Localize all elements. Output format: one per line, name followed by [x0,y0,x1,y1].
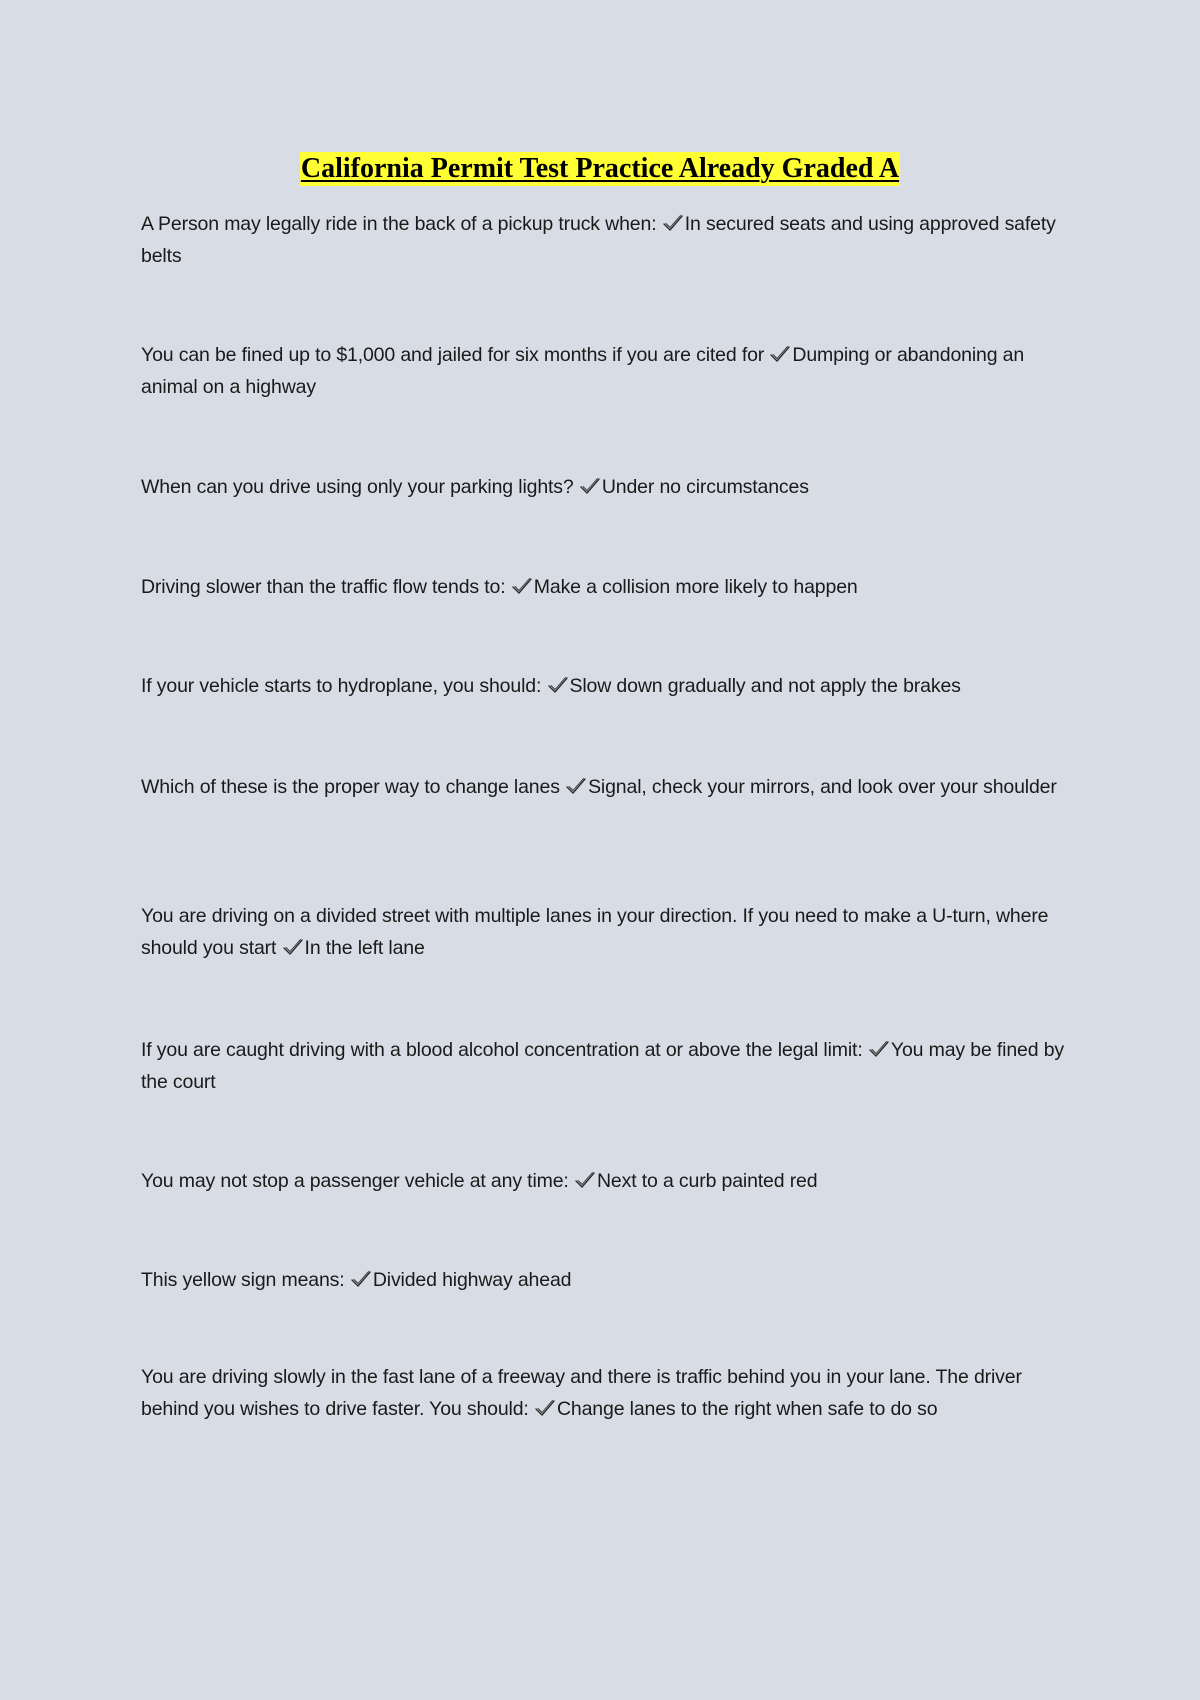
qa-item [141,670,1071,702]
check-mark-icon [282,937,304,957]
answer-text: In secured seats and using approved safety belts [141,213,1056,267]
qa-item [141,1361,1071,1425]
answer-text: Signal, check your mirrors, and look over your shoulder [588,776,1057,798]
question-text: You are driving slowly in the fast lane of a freeway and there is traffic behind you in your lane. The driver behind you wishes to drive faster. You should: [141,1366,1022,1420]
question-text: This yellow sign means: [141,1269,345,1291]
qa-item [141,571,1071,603]
qa-item [141,339,1071,403]
check-mark-icon [547,675,569,695]
question-text: If you are caught driving with a blood alcohol concentration at or above the legal limit: [141,1039,863,1061]
document-title: California Permit Test Practice Already Graded A [300,153,900,184]
check-mark-icon [574,1170,596,1190]
answer-text: Divided highway ahead [372,1269,572,1291]
question-text: You may not stop a passenger vehicle at any time: [141,1170,569,1192]
check-mark-icon [565,776,587,796]
check-mark-icon [511,576,533,596]
check-mark-icon [579,476,601,496]
qa-item [141,1264,1071,1296]
question-text: When can you drive using only your parking lights? [141,476,574,498]
qa-item [141,900,1071,964]
answer-text: Make a collision more likely to happen [533,576,858,598]
qa-item [141,771,1071,803]
question-text: You are driving on a divided street with multiple lanes in your direction. If you need to make a U-turn, where should you start [141,905,1049,959]
title-container [0,152,1200,186]
qa-item [141,1165,1071,1197]
answer-text: Change lanes to the right when safe to do so [556,1398,938,1420]
qa-item [141,208,1071,272]
answer-text: Next to a curb painted red [596,1170,818,1192]
question-text: Driving slower than the traffic flow tends to: [141,576,506,598]
check-mark-icon [662,213,684,233]
question-text: If your vehicle starts to hydroplane, you should: [141,675,542,697]
check-mark-icon [769,344,791,364]
answer-text: Under no circumstances [601,476,809,498]
check-mark-icon [534,1398,556,1418]
answer-text: Slow down gradually and not apply the brakes [569,675,961,697]
answer-text: You may be fined by the court [141,1039,1065,1093]
question-text: Which of these is the proper way to change lanes [141,776,560,798]
check-mark-icon [350,1269,372,1289]
answer-text: Dumping or abandoning an animal on a highway [141,344,1025,398]
question-text: A Person may legally ride in the back of a pickup truck when: [141,213,657,235]
question-text: You can be fined up to $1,000 and jailed for six months if you are cited for [141,344,765,366]
qa-item [141,1034,1071,1098]
check-mark-icon [868,1039,890,1059]
qa-item [141,471,1071,503]
answer-text: In the left lane [304,937,425,959]
